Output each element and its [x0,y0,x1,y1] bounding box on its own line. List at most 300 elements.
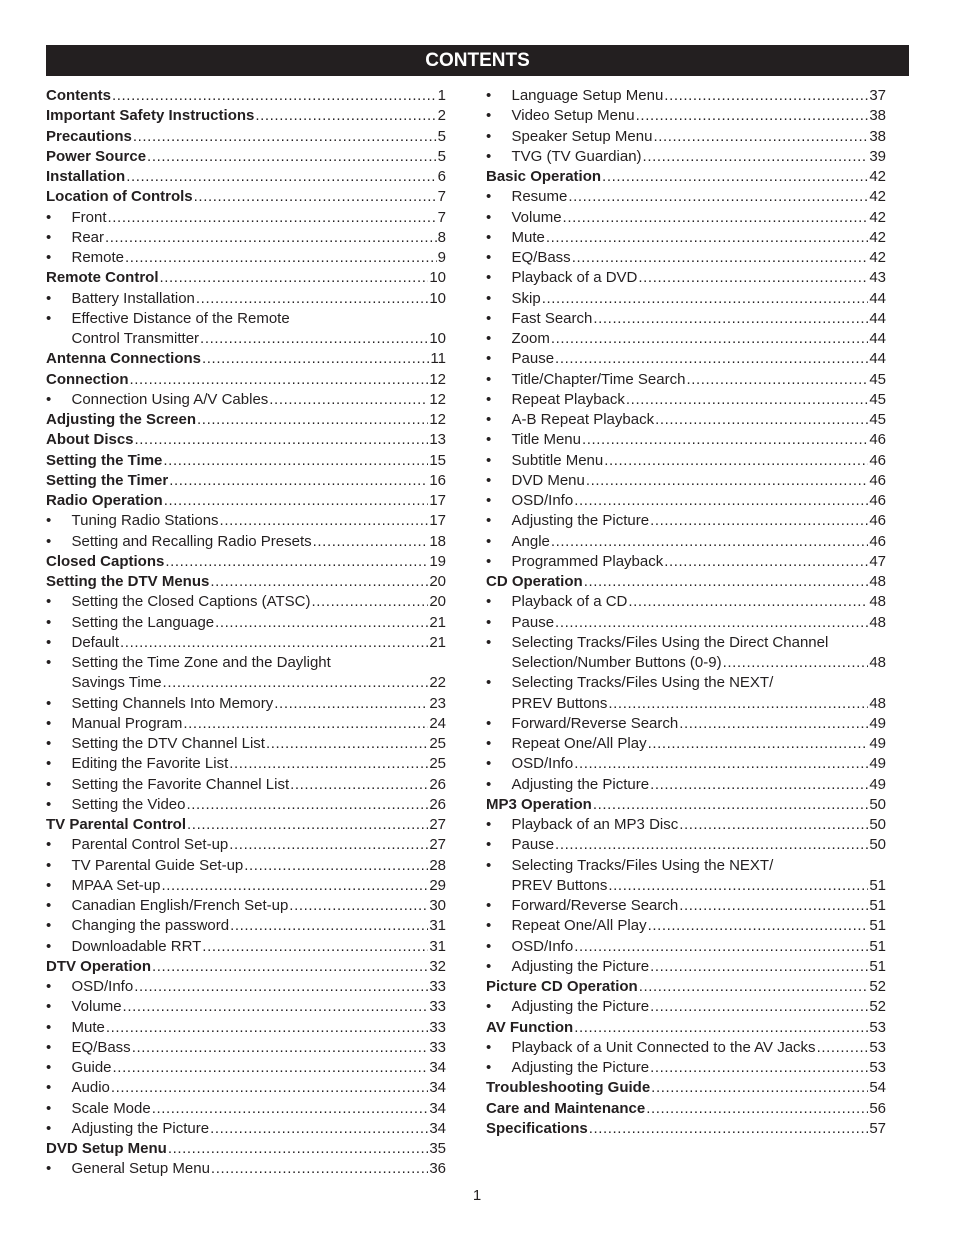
toc-page-number: 48 [869,613,886,631]
toc-section-entry [46,1139,446,1159]
dot-leader [655,410,868,430]
toc-subentry [486,228,886,248]
bullet-icon: • [46,532,52,550]
toc-entry-label: Setting the Time [46,451,163,469]
toc-subentry [46,532,446,552]
toc-entry-label: Title Menu [511,431,581,449]
toc-subentry [486,856,886,897]
toc-subentry [46,208,446,228]
toc-entry-label: CD Operation [486,573,583,590]
toc-entry-label: Scale Mode [71,1099,151,1117]
dot-leader [650,997,868,1017]
bullet-icon: • [46,1119,52,1137]
toc-subentry [486,592,886,612]
dot-leader [194,187,437,207]
toc-entry-label-continued: Control Transmitter [71,330,200,347]
toc-entry-label: MP3 Operation [486,795,592,813]
toc-section-entry [486,977,886,997]
bullet-icon: • [486,492,492,509]
dot-leader [574,491,868,511]
bullet-icon: • [486,350,492,368]
toc-entry-label-continued: PREV Buttons [511,876,608,894]
toc-subentry [486,1058,886,1078]
toc-subentry [486,309,886,329]
toc-subentry [486,916,886,936]
bullet-icon: • [486,431,492,449]
dot-leader [132,1038,429,1058]
toc-entry-label: Setting the Favorite Channel List [71,775,290,793]
dot-leader [130,370,429,390]
toc-page-number: 33 [429,1038,446,1056]
toc-entry-label: Changing the password [71,917,230,935]
toc-page-number: 37 [869,87,886,104]
dot-leader [230,916,428,936]
dot-leader [679,815,868,835]
toc-subentry [46,694,446,714]
bullet-icon: • [486,330,492,347]
bullet-icon: • [486,735,492,752]
bullet-icon: • [46,836,52,854]
toc-page-number: 42 [869,168,886,185]
toc-page-number: 51 [869,917,886,935]
toc-entry-label: Pause [511,613,555,631]
toc-page-number: 34 [429,1059,446,1076]
toc-subentry [46,734,446,754]
dot-leader [164,491,429,511]
toc-page-number: 21 [429,633,446,651]
toc-page-number: 47 [869,552,886,570]
toc-subentry [46,835,446,855]
dot-leader [574,754,868,774]
toc-page-number: 13 [429,431,446,449]
dot-leader [215,613,428,633]
toc-subentry [46,977,446,997]
toc-subentry [486,673,886,714]
bullet-icon: • [46,1099,52,1117]
dot-leader [584,572,869,592]
bullet-icon: • [46,694,52,712]
bullet-icon: • [46,289,52,307]
toc-page-number: 35 [429,1140,446,1157]
toc-entry-label: Resume [511,188,568,206]
bullet-icon: • [486,593,492,611]
toc-entry-label: Default [71,633,120,651]
dot-leader [574,937,868,957]
toc-subentry [46,876,446,896]
dot-leader [312,592,429,612]
toc-entry-label: Editing the Favorite List [71,755,229,773]
toc-entry-label: OSD/Info [511,492,574,509]
dot-leader [650,775,868,795]
toc-entry-label: Repeat Playback [511,390,625,408]
toc-entry-label: EQ/Bass [511,249,571,266]
bullet-icon: • [486,451,492,469]
toc-entry-label-continued: Savings Time [71,674,162,692]
toc-page-number: 49 [869,735,886,752]
toc-page-number: 22 [429,674,446,692]
toc-entry-label: TV Parental Guide Set-up [71,856,244,874]
toc-entry-label: EQ/Bass [71,1038,131,1056]
dot-leader [679,714,868,734]
dot-leader [723,653,869,673]
toc-section-entry [46,86,446,106]
toc-page-number: 46 [869,451,886,469]
bullet-icon: • [486,552,492,570]
dot-leader [636,106,869,126]
dot-leader [133,127,437,147]
toc-page-number: 10 [429,289,446,307]
toc-section-entry [46,552,446,572]
toc-page-number: 2 [437,107,446,125]
toc-entry-label-continued: PREV Buttons [511,694,608,712]
dot-leader [313,532,429,552]
dot-leader [211,1159,428,1179]
toc-subentry [486,471,886,491]
toc-entry-label: Playback of a Unit Connected to the AV Jacks [511,1038,816,1056]
toc-page-number: 1 [437,87,446,104]
toc-entry-label: Adjusting the Picture [511,998,650,1016]
toc-subentry [46,856,446,876]
toc-section-entry [46,268,446,288]
toc-page-number: 6 [437,168,446,185]
dot-leader [126,167,436,187]
bullet-icon: • [486,228,492,246]
toc-subentry [486,754,886,774]
toc-page-number: 23 [429,694,446,712]
toc-section-entry [46,147,446,167]
toc-entry-label: Battery Installation [71,289,195,307]
toc-subentry [46,1078,446,1098]
toc-subentry [486,511,886,531]
toc-page-number: 19 [429,552,446,570]
toc-entry-label: Parental Control Set-up [71,836,229,854]
toc-page-number: 53 [869,1059,886,1076]
bullet-icon: • [486,836,492,854]
toc-entry-label: Connection [46,370,129,388]
bullet-icon: • [46,714,52,732]
toc-entry-label: Volume [511,208,562,226]
toc-page-number: 50 [869,816,886,833]
dot-leader [651,1078,868,1098]
dot-leader [266,734,428,754]
dot-leader [555,613,868,633]
dot-leader [210,1119,428,1139]
toc-subentry [486,532,886,552]
toc-page-number: 10 [429,330,446,347]
toc-right-column [486,86,886,1139]
toc-entry-label: Mute [71,1018,105,1036]
toc-page-number: 34 [429,1119,446,1137]
toc-subentry [486,451,886,471]
bullet-icon: • [486,957,492,975]
dot-leader [574,1018,868,1038]
bullet-icon: • [486,107,492,125]
toc-section-entry [46,370,446,390]
toc-page-number: 43 [869,269,886,287]
dot-leader [202,349,429,369]
toc-entry-label: Power Source [46,147,147,165]
toc-page-number: 54 [869,1079,886,1097]
toc-entry-label: TVG (TV Guardian) [511,147,642,165]
toc-page-number: 21 [429,613,446,631]
dot-leader [608,694,868,714]
toc-subentry [486,127,886,147]
toc-page-number: 7 [437,188,446,206]
toc-entry-label: Canadian English/French Set-up [71,897,289,914]
toc-entry-label-continued: Selection/Number Buttons (0-9) [511,654,722,671]
toc-entry-label: Downloadable RRT [71,937,202,955]
bullet-icon: • [486,147,492,165]
toc-section-entry [46,187,446,207]
toc-page-number: 20 [429,573,446,590]
toc-entry-label: Repeat One/All Play [511,735,647,752]
toc-subentry [486,957,886,977]
toc-entry-label: Audio [71,1079,110,1097]
toc-subentry [46,613,446,633]
dot-leader [604,451,868,471]
bullet-icon: • [486,309,492,327]
toc-page-number: 51 [869,876,886,894]
toc-subentry [46,592,446,612]
toc-section-entry [46,815,446,835]
toc-page-number: 44 [869,330,886,347]
toc-subentry [46,511,446,531]
toc-subentry [486,997,886,1017]
toc-entry-label: A-B Repeat Playback [511,411,655,428]
dot-leader [639,977,869,997]
toc-page-number: 46 [869,431,886,449]
bullet-icon: • [46,795,52,813]
bullet-icon: • [46,1018,52,1036]
dot-leader [593,795,868,815]
toc-entry-label: Setting and Recalling Radio Presets [71,532,312,550]
bullet-icon: • [486,775,492,793]
toc-page-number: 44 [869,309,886,327]
toc-page-number: 7 [437,208,446,226]
bullet-icon: • [486,1059,492,1076]
toc-entry-label: DTV Operation [46,957,152,975]
dot-leader [255,106,436,126]
dot-leader [229,835,428,855]
toc-page-number: 12 [429,370,446,388]
toc-entry-label: OSD/Info [71,978,134,995]
toc-entry-label: Setting the DTV Channel List [71,735,265,752]
toc-page-number: 50 [869,836,886,854]
dot-leader [120,633,428,653]
toc-entry-label: Setting the Language [71,613,215,631]
toc-subentry [486,633,886,674]
toc-entry-label: Precautions [46,127,132,145]
toc-section-entry [46,471,446,491]
toc-entry-label: Location of Controls [46,188,193,206]
toc-entry-label: Forward/Reverse Search [511,714,679,732]
toc-subentry [46,775,446,795]
toc-entry-label: Setting the Time Zone and the Daylight [71,654,331,671]
bullet-icon: • [486,289,492,307]
dot-leader [546,228,868,248]
dot-leader [111,1078,428,1098]
bullet-icon: • [486,998,492,1016]
toc-section-entry [46,451,446,471]
bullet-icon: • [46,978,52,995]
toc-entry-label: Radio Operation [46,492,163,509]
bullet-icon: • [46,856,52,874]
toc-section-entry [486,1018,886,1038]
toc-section-entry [486,1078,886,1098]
bullet-icon: • [46,876,52,894]
toc-entry-label: Forward/Reverse Search [511,897,679,914]
toc-section-entry [486,167,886,187]
dot-leader [638,268,868,288]
bullet-icon: • [486,714,492,732]
toc-entry-label: OSD/Info [511,755,574,773]
toc-entry-label: Connection Using A/V Cables [71,390,269,408]
dot-leader [123,997,429,1017]
dot-leader [551,329,868,349]
bullet-icon: • [46,1038,52,1056]
toc-subentry [486,248,886,268]
toc-subentry [46,1099,446,1119]
dot-leader [168,1139,428,1159]
toc-subentry [486,937,886,957]
toc-page-number: 44 [869,289,886,307]
dot-leader [210,572,428,592]
dot-leader [555,349,868,369]
toc-entry-label: Repeat One/All Play [511,917,647,935]
toc-page-number: 38 [869,107,886,125]
toc-entry-label: General Setup Menu [71,1160,210,1178]
dot-leader [626,390,868,410]
toc-subentry [486,815,886,835]
toc-entry-label: Title/Chapter/Time Search [511,370,686,388]
dot-leader [555,835,868,855]
toc-entry-label: Fast Search [511,309,593,327]
toc-subentry [46,228,446,248]
toc-subentry [46,896,446,916]
toc-entry-label: Angle [511,532,550,550]
toc-page-number: 33 [429,1018,446,1036]
toc-entry-label: Rear [71,228,105,246]
dot-leader [147,147,437,167]
toc-subentry [486,390,886,410]
dot-leader [582,430,868,450]
toc-page-number: 20 [429,593,446,611]
dot-leader [646,1099,868,1119]
toc-entry-label: TV Parental Control [46,816,187,833]
bullet-icon: • [486,471,492,489]
dot-leader [551,532,868,552]
toc-subentry [46,937,446,957]
dot-leader [650,957,868,977]
bullet-icon: • [486,917,492,935]
dot-leader [664,552,868,572]
toc-page-number: 46 [869,471,886,489]
toc-entry-label: Adjusting the Picture [511,957,650,975]
bullet-icon: • [46,228,52,246]
toc-page-number: 5 [437,147,446,165]
dot-leader [572,248,869,268]
toc-entry-label: Troubleshooting Guide [486,1079,651,1097]
bullet-icon: • [46,249,52,266]
toc-page-number: 45 [869,411,886,428]
toc-entry-label: Tuning Radio Stations [71,512,219,530]
toc-page-number: 28 [429,856,446,874]
toc-subentry [486,289,886,309]
toc-page-number: 48 [869,573,886,590]
toc-entry-label: Setting the Video [71,795,186,813]
toc-page-number: 17 [429,512,446,530]
bullet-icon: • [46,512,52,530]
toc-page-number: 48 [869,593,886,611]
dot-leader [152,957,428,977]
dot-leader [160,268,429,288]
toc-page-number: 15 [429,451,446,469]
toc-entry-label: Subtitle Menu [511,451,604,469]
toc-entry-label: About Discs [46,431,134,449]
toc-subentry [486,147,886,167]
dot-leader [113,1058,429,1078]
dot-leader [163,451,428,471]
toc-page-number: 48 [869,654,886,671]
bullet-icon: • [46,208,52,226]
toc-entry-label: Antenna Connections [46,350,202,368]
toc-subentry [46,997,446,1017]
dot-leader [186,795,428,815]
toc-subentry [486,329,886,349]
toc-entry-label: Skip [511,289,541,307]
toc-section-entry [486,572,886,592]
dot-leader [134,977,428,997]
bullet-icon: • [486,512,492,530]
toc-entry-label: OSD/Info [511,937,574,955]
toc-page-number: 42 [869,188,886,206]
toc-entry-label: DVD Setup Menu [46,1140,167,1157]
toc-page-number: 51 [869,937,886,955]
toc-page-number: 48 [869,694,886,712]
toc-page-number: 33 [429,998,446,1016]
toc-left-column [46,86,446,1180]
toc-subentry [486,734,886,754]
toc-section-entry [46,572,446,592]
bullet-icon: • [486,532,492,550]
bullet-icon: • [486,816,492,833]
toc-entry-label: Playback of a CD [511,593,628,611]
dot-leader [289,896,428,916]
toc-entry-label: Remote Control [46,269,159,287]
toc-subentry [486,370,886,390]
toc-entry-label: Basic Operation [486,168,602,185]
toc-entry-label: Guide [71,1059,112,1076]
toc-page-number: 27 [429,816,446,833]
toc-entry-label: Adjusting the Picture [511,512,650,530]
dot-leader [135,430,429,450]
bullet-icon: • [486,937,492,955]
bullet-icon: • [46,755,52,773]
toc-section-entry [46,167,446,187]
toc-page-number: 34 [429,1099,446,1117]
toc-page-number: 29 [429,876,446,894]
toc-entry-label: Care and Maintenance [486,1099,646,1117]
toc-page-number: 56 [869,1099,886,1117]
toc-page-number: 25 [429,735,446,752]
dot-leader [202,937,428,957]
toc-subentry [486,613,886,633]
toc-section-entry [46,410,446,430]
toc-page-number: 8 [437,228,446,246]
toc-subentry [486,208,886,228]
toc-subentry [486,106,886,126]
toc-subentry [486,410,886,430]
